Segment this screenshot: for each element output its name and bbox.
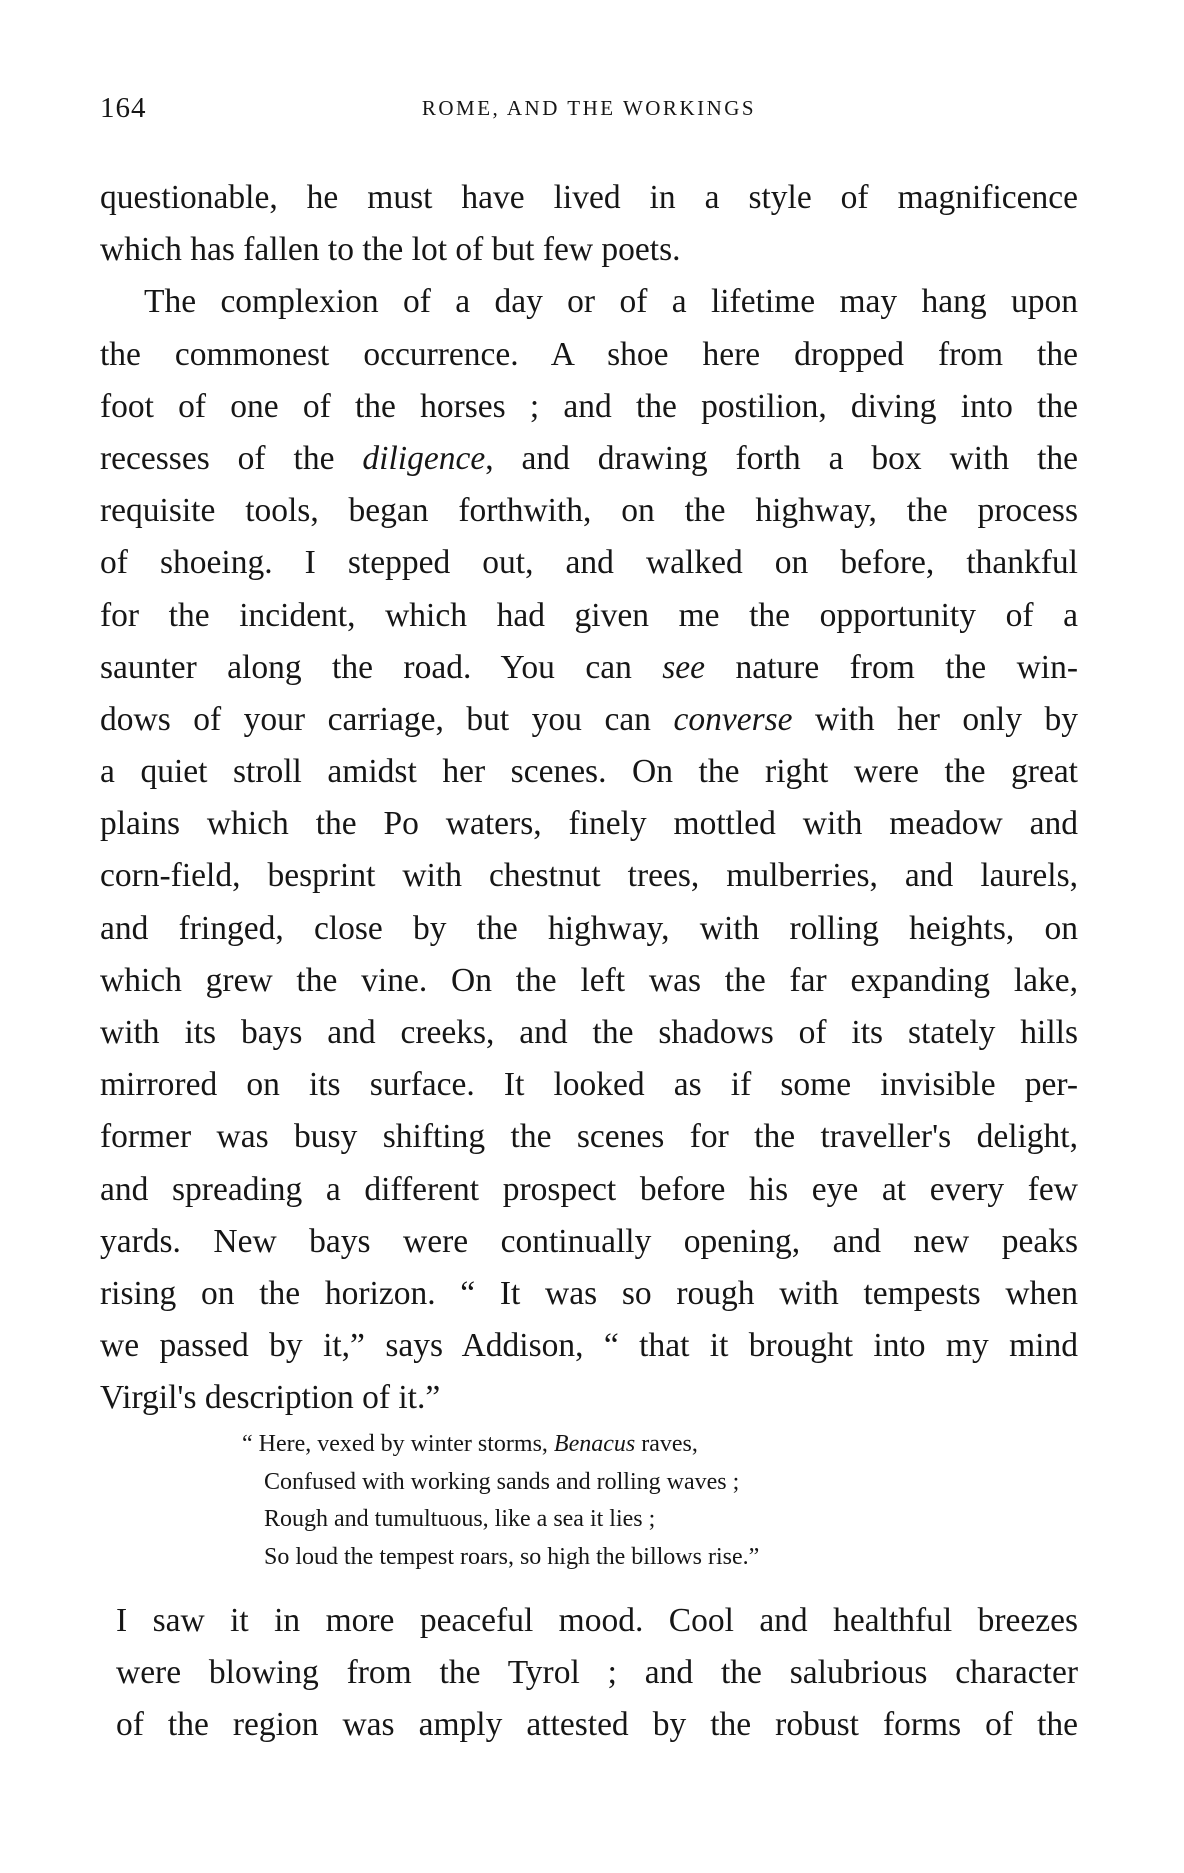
text-line (100, 1372, 1078, 1424)
text-line (100, 485, 1078, 537)
text-line (100, 1059, 1078, 1111)
text-segment: the commonest occurrence. A shoe here dropped from the (100, 335, 1078, 373)
italic-text: diligence (362, 439, 486, 477)
poem-line (242, 1539, 759, 1577)
text-line (100, 642, 1078, 694)
body-text (100, 172, 1078, 1425)
text-segment: rising on the horizon. “ It was so rough with tempests when (100, 1274, 1078, 1312)
text-line (100, 1007, 1078, 1059)
text-line (100, 224, 1078, 276)
poem-line (242, 1464, 759, 1502)
text-line (100, 329, 1078, 381)
text-segment: Confused with working sands and rolling waves ; (264, 1468, 740, 1495)
text-segment: were blowing from the Tyrol ; and the salubrious character (116, 1654, 1078, 1692)
text-line (100, 381, 1078, 433)
text-line (116, 1647, 1078, 1699)
text-segment: of shoeing. I stepped out, and walked on before, thankful (100, 544, 1078, 582)
text-segment: “ Here, vexed by winter storms, (242, 1431, 554, 1457)
text-segment: yards. New bays were continually opening, and new peaks (100, 1222, 1078, 1260)
text-segment: I saw it in more peaceful mood. Cool and healthful breezes (116, 1602, 1078, 1639)
text-line (100, 276, 1078, 328)
text-line (100, 537, 1078, 589)
text-segment: raves, (635, 1431, 698, 1457)
italic-text: Benacus (553, 1431, 636, 1457)
text-segment: The complexion of a day or of a lifetime may hang upon (144, 283, 1078, 321)
text-segment: and spreading a different prospect before his eye at every few (100, 1170, 1078, 1208)
text-segment: which has fallen to the lot of but few poets. (100, 231, 681, 269)
text-segment: plains which the Po waters, finely mottled with meadow and (100, 805, 1078, 843)
text-segment: questionable, he must have lived in a style of magnificence (100, 179, 1078, 216)
poem-line (242, 1426, 759, 1464)
text-segment: nature from the win- (705, 648, 1078, 686)
text-segment: with her only by (792, 700, 1079, 738)
text-segment: which grew the vine. On the left was the far expanding lake, (100, 961, 1078, 999)
italic-text: see (662, 648, 706, 686)
running-head (100, 92, 1078, 132)
text-segment: foot of one of the horses ; and the postilion, diving into the (100, 387, 1078, 425)
text-line (116, 1699, 1078, 1751)
text-segment: mirrored on its surface. It looked as if some invisible per- (100, 1066, 1078, 1104)
text-segment: a quiet stroll amidst her scenes. On the right were the great (100, 753, 1078, 791)
text-line (100, 850, 1078, 902)
closing-paragraph (116, 1595, 1078, 1752)
text-segment: requisite tools, began forthwith, on the highway, the process (100, 492, 1078, 530)
text-segment: So loud the tempest roars, so high the billows rise.” (264, 1543, 760, 1570)
text-line (100, 1268, 1078, 1320)
text-segment: Rough and tumultuous, like a sea it lies ; (264, 1506, 656, 1532)
text-line (100, 433, 1078, 485)
text-line (100, 694, 1078, 746)
text-segment: we passed by it,” says Addison, “ that it brought into my mind (100, 1327, 1078, 1365)
running-title: ROME, AND THE WORKINGS (421, 96, 757, 120)
text-line (116, 1595, 1078, 1647)
text-line (100, 903, 1078, 955)
text-segment: dows of your carriage, but you can (100, 700, 674, 738)
text-line (100, 746, 1078, 798)
text-segment: with its bays and creeks, and the shadows of its stately hills (100, 1014, 1078, 1051)
text-segment: and fringed, close by the highway, with rolling heights, on (100, 909, 1078, 947)
poem-quotation (242, 1426, 759, 1576)
text-segment: saunter along the road. You can (100, 648, 663, 686)
page-number: 164 (100, 92, 147, 124)
text-line (100, 798, 1078, 850)
text-line (100, 590, 1078, 642)
text-line (100, 1164, 1078, 1216)
text-line (100, 1111, 1078, 1163)
text-segment: former was busy shifting the scenes for the traveller's delight, (100, 1118, 1078, 1156)
text-line (100, 1216, 1078, 1268)
text-line (100, 955, 1078, 1007)
text-line (100, 1320, 1078, 1372)
italic-text: converse (673, 700, 793, 738)
text-line (100, 172, 1078, 224)
text-segment: , and drawing forth a box with the (485, 439, 1079, 477)
text-segment: for the incident, which had given me the opportunity of a (100, 596, 1078, 634)
text-segment: recesses of the (100, 439, 363, 477)
text-segment: Virgil's description of it.” (100, 1379, 441, 1417)
text-segment: of the region was amply attested by the robust forms of the (116, 1706, 1078, 1744)
text-segment: corn-field, besprint with chestnut trees, mulberries, and laurels, (100, 857, 1078, 895)
poem-line (242, 1501, 759, 1539)
